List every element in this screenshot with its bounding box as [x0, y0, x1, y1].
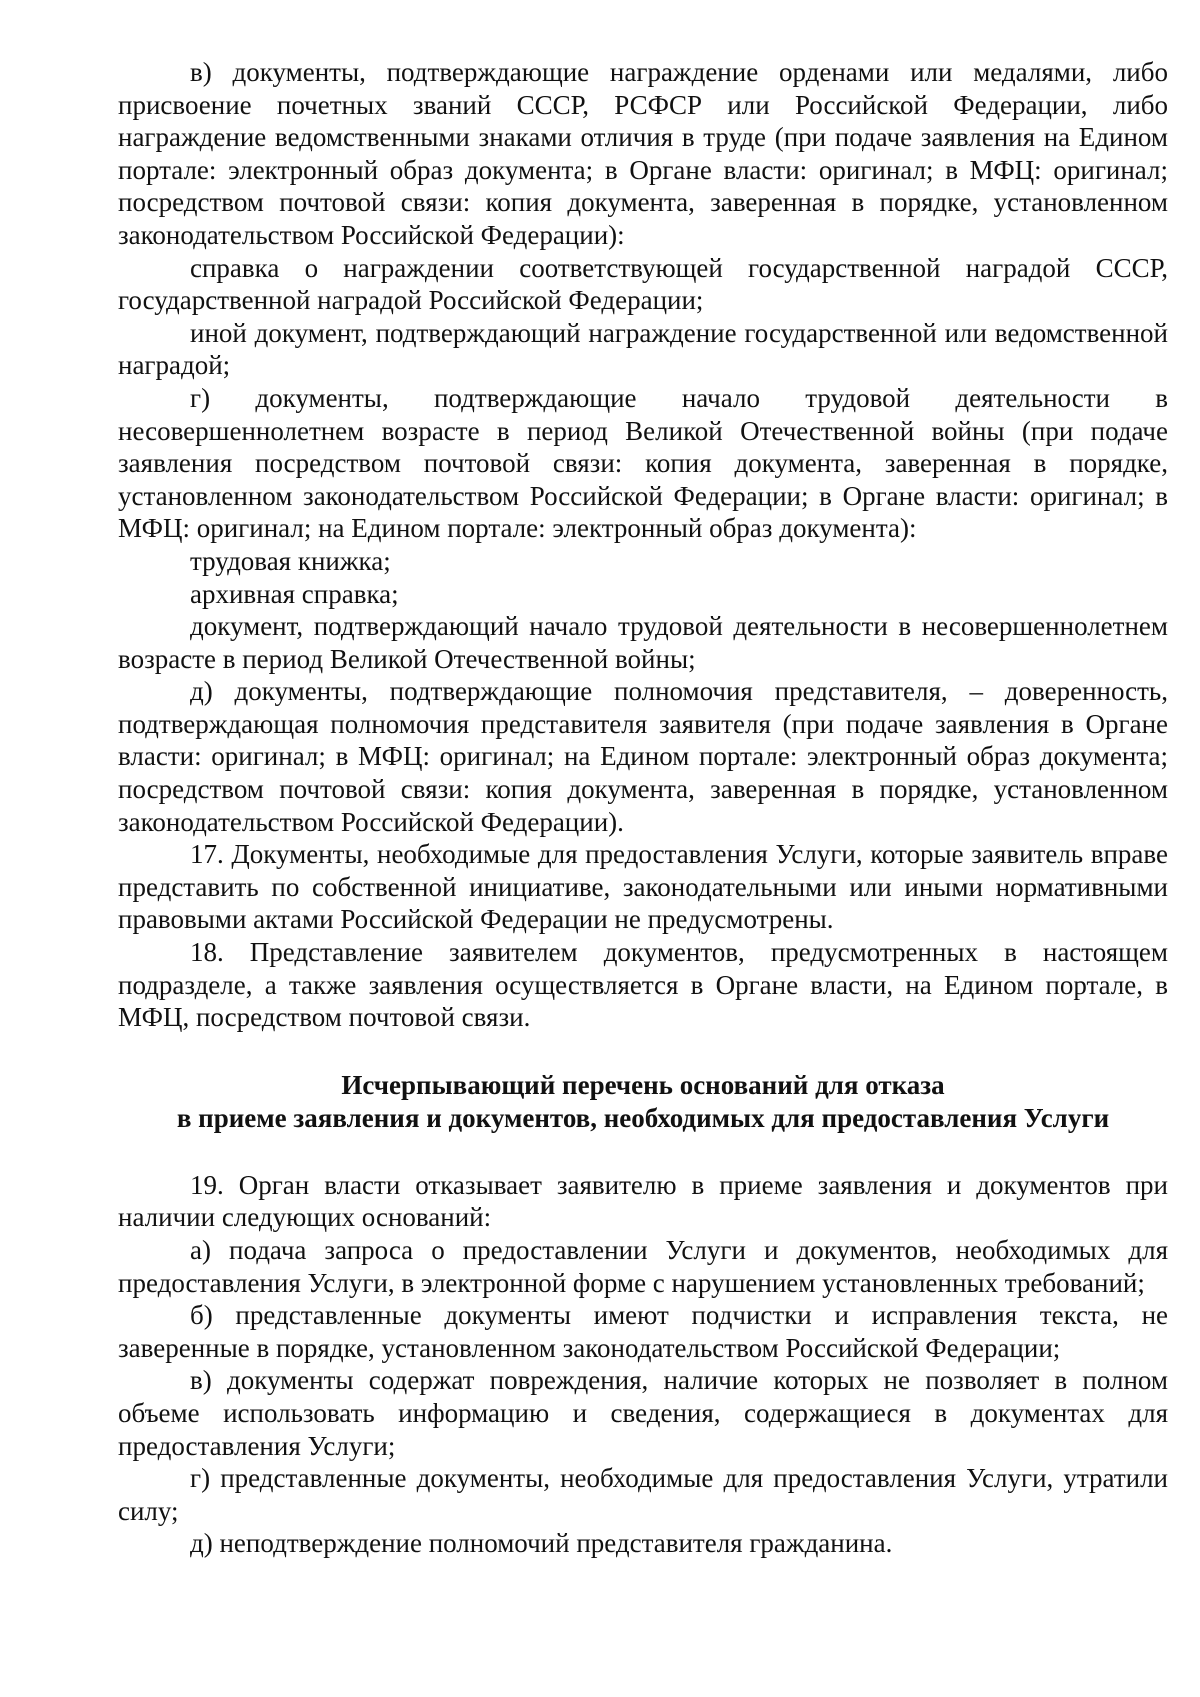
section-heading-line-1: Исчерпывающий перечень оснований для отказа [341, 1069, 945, 1100]
paragraph-17: 17. Документы, необходимые для предоставления Услуги, которые заявитель вправе представить по собственной инициативе, законодательными или иными нормативными правовыми актами Российской Федерации не предусмотрены. [118, 839, 1168, 935]
paragraph-item-g: г) документы, подтверждающие начало трудовой деятельности в несовершеннолетнем возрасте в период Великой Отечественной войны (при подаче заявления посредством почтовой связи: копия документа, заверенная в порядке, установленном законодательством Российской Федерации; в Органе власти: оригинал; в МФЦ: оригинал; на Едином портале: электронный образ документа): [118, 382, 1168, 544]
paragraph-19-d: д) неподтверждение полномочий представителя гражданина. [190, 1528, 893, 1559]
paragraph-archive-certificate: архивная справка; [190, 578, 399, 609]
paragraph-19-g: г) представленные документы, необходимые для предоставления Услуги, утратили силу; [118, 1463, 1168, 1526]
section-heading-line-2: в приеме заявления и документов, необходимых для предоставления Услуги [176, 1102, 1110, 1133]
paragraph-19: 19. Орган власти отказывает заявителю в приеме заявления и документов при наличии следующих оснований: [118, 1169, 1168, 1233]
paragraph-other-award-document: иной документ, подтверждающий награждение государственной или ведомственной наградой; [118, 317, 1168, 381]
paragraph-item-d: д) документы, подтверждающие полномочия представителя, – доверенность, подтверждающая полномочия представителя заявителя (при подаче заявления в Органе власти: оригинал; в МФЦ: оригинал; на Едином портале: электронный образ документа; посредством почтовой связи: копия документа, заверенная в порядке, установленном законодательством Российской Федерации). [118, 676, 1168, 837]
document-body [118, 56, 1168, 1560]
paragraph-item-v: в) документы, подтверждающие награждение орденами или медалями, либо присвоение почетных званий СССР, РСФСР или Российской Федерации, либо награждение ведомственными знаками отличия в труде (при подаче заявления на Едином портале: электронный образ документа; в Органе власти: оригинал; в МФЦ: оригинал; посредством почтовой связи: копия документа, заверенная в порядке, установленном законодательством Российской Федерации): [118, 57, 1168, 250]
paragraph-work-start-document: документ, подтверждающий начало трудовой деятельности в несовершеннолетнем возрасте в период Великой Отечественной войны; [118, 611, 1168, 674]
section-heading [118, 1069, 1168, 1135]
paragraph-19-a: а) подача запроса о предоставлении Услуги и документов, необходимых для предоставления Услуги, в электронной форме с нарушением установленных требований; [118, 1235, 1168, 1298]
paragraph-19-v: в) документы содержат повреждения, наличие которых не позволяет в полном объеме использовать информацию и сведения, содержащиеся в документах для предоставления Услуги; [118, 1365, 1168, 1461]
paragraph-award-certificate: справка о награждении соответствующей государственной наградой СССР, государственной наградой Российской Федерации; [118, 252, 1168, 316]
paragraph-18: 18. Представление заявителем документов, предусмотренных в настоящем подразделе, а также заявления осуществляется в Органе власти, на Едином портале, в МФЦ, посредством почтовой связи. [118, 937, 1168, 1033]
paragraph-work-book: трудовая книжка; [190, 545, 391, 576]
paragraph-19-b: б) представленные документы имеют подчистки и исправления текста, не заверенные в порядке, установленном законодательством Российской Федерации; [118, 1300, 1168, 1363]
